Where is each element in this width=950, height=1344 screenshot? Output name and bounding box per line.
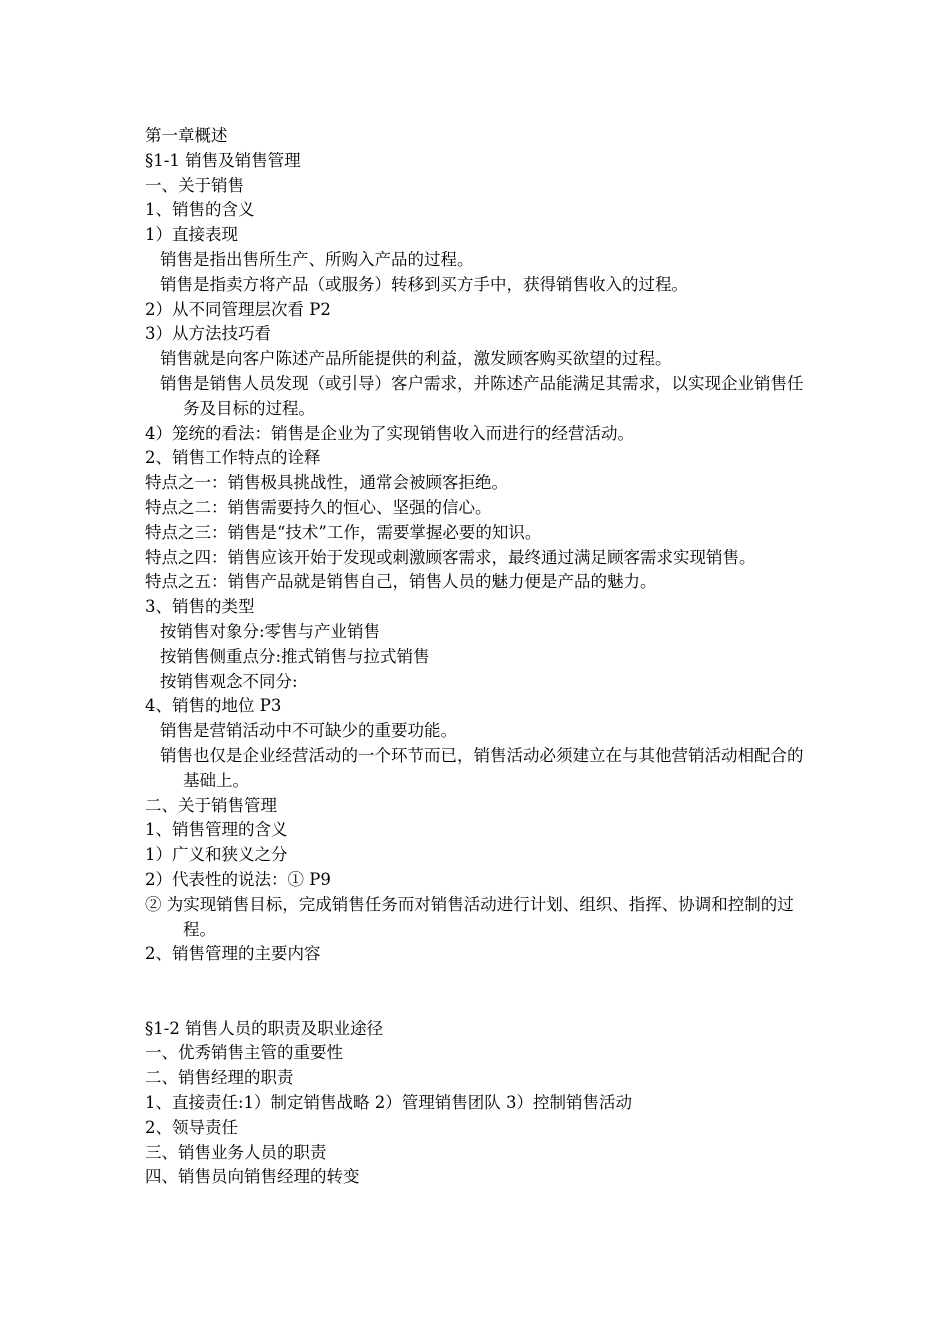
item-sales-position: 4、销售的地位 P3: [145, 696, 282, 716]
type-line: 按销售观念不同分:: [160, 671, 298, 691]
characteristic-line: 特点之二：销售需要持久的恒心、坚强的信心。: [145, 497, 492, 517]
document-body: [145, 124, 810, 1190]
part-heading-sales-management: 二、关于销售管理: [145, 795, 277, 815]
item-direct-responsibility: 1、直接责任:1）制定销售战略 2）管理销售团队 3）控制销售活动: [145, 1093, 633, 1113]
characteristic-line: 特点之五：销售产品就是销售自己，销售人员的魅力便是产品的魅力。: [145, 572, 657, 592]
item-sales-meaning: 1、销售的含义: [145, 200, 255, 220]
paragraph-line: 销售就是向客户陈述产品所能提供的利益，激发顾客购买欲望的过程。: [160, 349, 672, 369]
subitem-broad-narrow: 1）广义和狭义之分: [145, 845, 288, 865]
characteristic-line: 特点之四：销售应该开始于发现或刺激顾客需求，最终通过满足顾客需求实现销售。: [145, 547, 756, 567]
paragraph-line: 销售是销售人员发现（或引导）客户需求，并陈述产品能满足其需求，以实现企业销售任务及目标的过程。: [160, 373, 804, 418]
paragraph-line: ② 为实现销售目标，完成销售任务而对销售活动进行计划、组织、指挥、协调和控制的过程。: [145, 894, 794, 939]
section-spacer: [145, 967, 810, 1017]
item-sales-characteristics: 2、销售工作特点的诠释: [145, 448, 321, 468]
subitem-representative-view: 2）代表性的说法：① P9: [145, 869, 331, 889]
item-leadership-responsibility: 2、领导责任: [145, 1117, 238, 1137]
type-line: 按销售对象分:零售与产业销售: [160, 621, 381, 641]
characteristic-line: 特点之三：销售是“技术”工作，需要掌握必要的知识。: [145, 522, 542, 542]
part-heading: 四、销售员向销售经理的转变: [145, 1167, 360, 1187]
paragraph-line: 销售是营销活动中不可缺少的重要功能。: [160, 721, 457, 741]
paragraph-line: 销售是指出售所生产、所购入产品的过程。: [160, 249, 474, 269]
item-sales-types: 3、销售的类型: [145, 597, 255, 617]
part-heading-about-sales: 一、关于销售: [145, 175, 244, 195]
type-line: 按销售侧重点分:推式销售与拉式销售: [160, 646, 430, 666]
paragraph-line: 销售是指卖方将产品（或服务）转移到买方手中，获得销售收入的过程。: [160, 274, 688, 294]
subitem-direct-expression: 1）直接表现: [145, 225, 238, 245]
item-management-content: 2、销售管理的主要内容: [145, 944, 321, 964]
subitem-general-view: 4）笼统的看法：销售是企业为了实现销售收入而进行的经营活动。: [145, 423, 634, 443]
subitem-management-levels: 2）从不同管理层次看 P2: [145, 299, 331, 319]
part-heading: 二、销售经理的职责: [145, 1068, 294, 1088]
section-heading-1-2: §1-2 销售人员的职责及职业途径: [145, 1018, 384, 1038]
paragraph-line: 销售也仅是企业经营活动的一个环节而已，销售活动必须建立在与其他营销活动相配合的基础上。: [160, 745, 804, 790]
subitem-method-skills: 3）从方法技巧看: [145, 324, 271, 344]
characteristic-line: 特点之一：销售极具挑战性，通常会被顾客拒绝。: [145, 473, 508, 493]
chapter-title: 第一章概述: [145, 126, 228, 145]
part-heading: 一、优秀销售主管的重要性: [145, 1043, 343, 1063]
section-heading-1-1: §1-1 销售及销售管理: [145, 150, 301, 170]
item-management-meaning: 1、销售管理的含义: [145, 820, 288, 840]
part-heading: 三、销售业务人员的职责: [145, 1142, 327, 1162]
